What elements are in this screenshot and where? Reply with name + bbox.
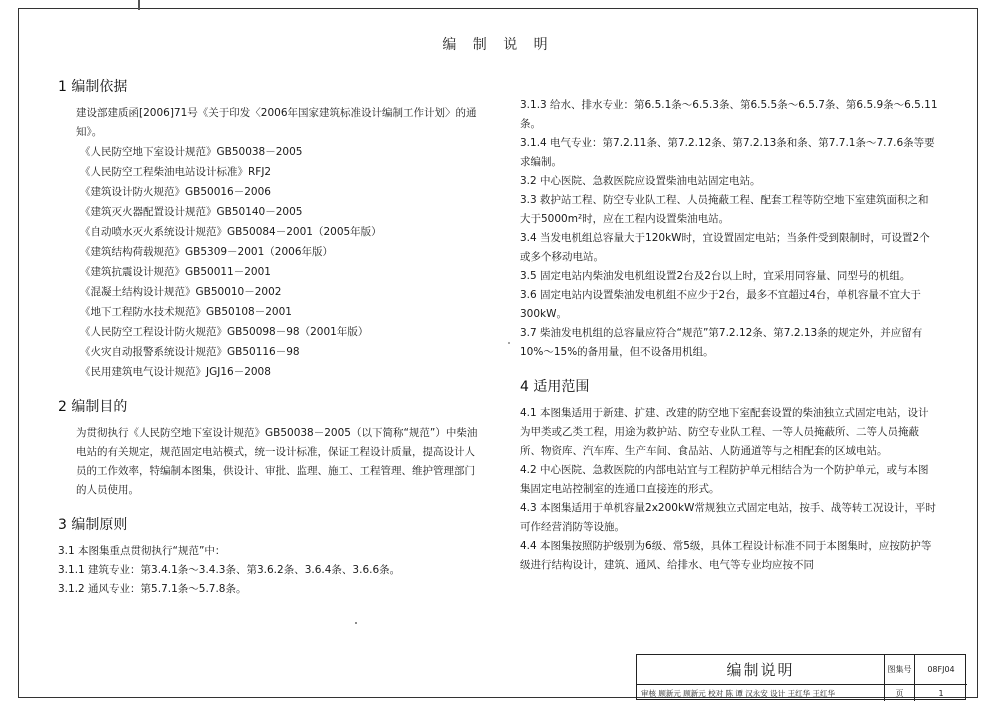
- section-3-item: 3.4 当发电机组总容量大于120kW时，宜设置固定电站；当条件受到限制时，可设置2个或多个移动电站。: [520, 232, 930, 263]
- standard-item: 《火灾自动报警系统设计规范》GB50116－98: [80, 346, 300, 358]
- standard-item: 《建筑设计防火规范》GB50016－2006: [80, 186, 271, 198]
- section-2-text: 为贯彻执行《人民防空地下室设计规范》GB50038－2005（以下简称“规范”）中柴油电站的有关规定，规范固定电站模式，统一设计标准，保证工程设计质量，提高设计人员的工作效率，特编制本图集，供设计、审批、监理、施工、工程管理、维护管理部门的人员使用。: [76, 427, 478, 496]
- standard-item: 《人民防空地下室设计规范》GB50038－2005: [80, 146, 303, 158]
- standard-item: 《建筑抗震设计规范》GB50011－2001: [80, 266, 271, 278]
- section-3-heading: 3 编制原则: [58, 517, 128, 533]
- standard-item: 《建筑结构荷载规范》GB5309－2001（2006年版）: [80, 246, 334, 258]
- scan-speck: [508, 342, 510, 344]
- signature-row: 审核 顾新元 顾新元 校对 陈 谭 汉永安 设计 王红华 王红华: [637, 685, 885, 701]
- standard-item: 《自动喷水灭火系统设计规范》GB50084－2001（2005年版）: [80, 226, 382, 238]
- section-4-item: 4.4 本图集按照防护级别为6级、常5级，具体工程设计标准不同于本图集时，应按防护等级进行结构设计，建筑、通风、给排水、电气等专业均应按不同: [520, 540, 932, 571]
- section-3-item: 3.3 救护站工程、防空专业队工程、人员掩蔽工程、配套工程等防空地下室建筑面积之和大于5000m²时，应在工程内设置柴油电站。: [520, 194, 929, 225]
- section-3-item: 3.5 固定电站内柴油发电机组设置2台及2台以上时，宜采用同容量、同型号的机组。: [520, 270, 911, 282]
- standard-item: 《地下工程防水技术规范》GB50108－2001: [80, 306, 292, 318]
- scan-speck: [355, 622, 357, 624]
- standard-item: 《人民防空工程设计防火规范》GB50098－98（2001年版）: [80, 326, 369, 338]
- section-2-heading: 2 编制目的: [58, 399, 128, 415]
- standard-item: 《建筑灭火器配置设计规范》GB50140－2005: [80, 206, 303, 218]
- top-crop-mark: [138, 0, 140, 10]
- section-1-heading: 1 编制依据: [58, 79, 128, 95]
- section-4-heading: 4 适用范围: [520, 379, 590, 395]
- section-4-item: 4.2 中心医院、急救医院的内部电站宜与工程防护单元相结合为一个防护单元，或与本图集固定电站控制室的连通口直接连的形式。: [520, 464, 929, 495]
- section-3-item: 3.1.1 建筑专业：第3.4.1条～3.4.3条、第3.6.2条、3.6.4条、3.6.6条。: [58, 564, 401, 576]
- section-3-item: 3.1.4 电气专业：第7.2.11条、第7.2.12条、第7.2.13条和条、第7.7.1条～7.7.6条等要求编制。: [520, 137, 935, 168]
- section-3-item: 3.7 柴油发电机组的总容量应符合“规范”第7.2.12条、第7.2.13条的规定外，并应留有10%～15%的备用量，但不设备用机组。: [520, 327, 923, 358]
- section-3-item: 3.1.3 给水、排水专业：第6.5.1条～6.5.3条、第6.5.5条～6.5.7条、第6.5.9条～6.5.11条。: [520, 99, 938, 130]
- title-block-title: 编制说明: [637, 655, 885, 685]
- section-3-item: 3.1 本图集重点贯彻执行“规范”中：: [58, 545, 226, 557]
- standard-item: 《人民防空工程柴油电站设计标准》RFJ2: [80, 166, 272, 178]
- standard-item: 《民用建筑电气设计规范》JGJ16－2008: [80, 366, 271, 378]
- section-4-item: 4.3 本图集适用于单机容量2x200kW常规独立式固定电站，按手、战等转工况设计，平时可作经营消防等设施。: [520, 502, 936, 533]
- atlas-number-value: 08FJ04: [915, 655, 967, 685]
- left-column: [58, 72, 478, 599]
- section-3-item: 3.6 固定电站内设置柴油发电机组不应少于2台，最多不宜超过4台，单机容量不宜大于300kW。: [520, 289, 921, 320]
- section-3-item: 3.1.2 通风专业：第5.7.1条～5.7.8条。: [58, 583, 247, 595]
- page-label: 页: [885, 685, 915, 701]
- section-1-intro: 建设部建质函[2006]71号《关于印发〈2006年国家建筑标准设计编制工作计划〉的通知》。: [76, 107, 477, 138]
- section-3-item: 3.2 中心医院、急救医院应设置柴油电站固定电站。: [520, 175, 761, 187]
- atlas-number-label: 图集号: [885, 655, 915, 685]
- right-column: [520, 96, 938, 575]
- page-title: 编 制 说 明: [442, 37, 554, 53]
- title-block: [636, 654, 966, 700]
- section-4-item: 4.1 本图集适用于新建、扩建、改建的防空地下室配套设置的柴油独立式固定电站，设计为甲类或乙类工程，用途为救护站、防空专业队工程、一等人员掩蔽所、二等人员掩蔽所、物资库、汽车库、生产车间、食品站、人防通道等与之相配套的区域电站。: [520, 407, 929, 457]
- standard-item: 《混凝土结构设计规范》GB50010－2002: [80, 286, 282, 298]
- page-number: 1: [938, 688, 944, 698]
